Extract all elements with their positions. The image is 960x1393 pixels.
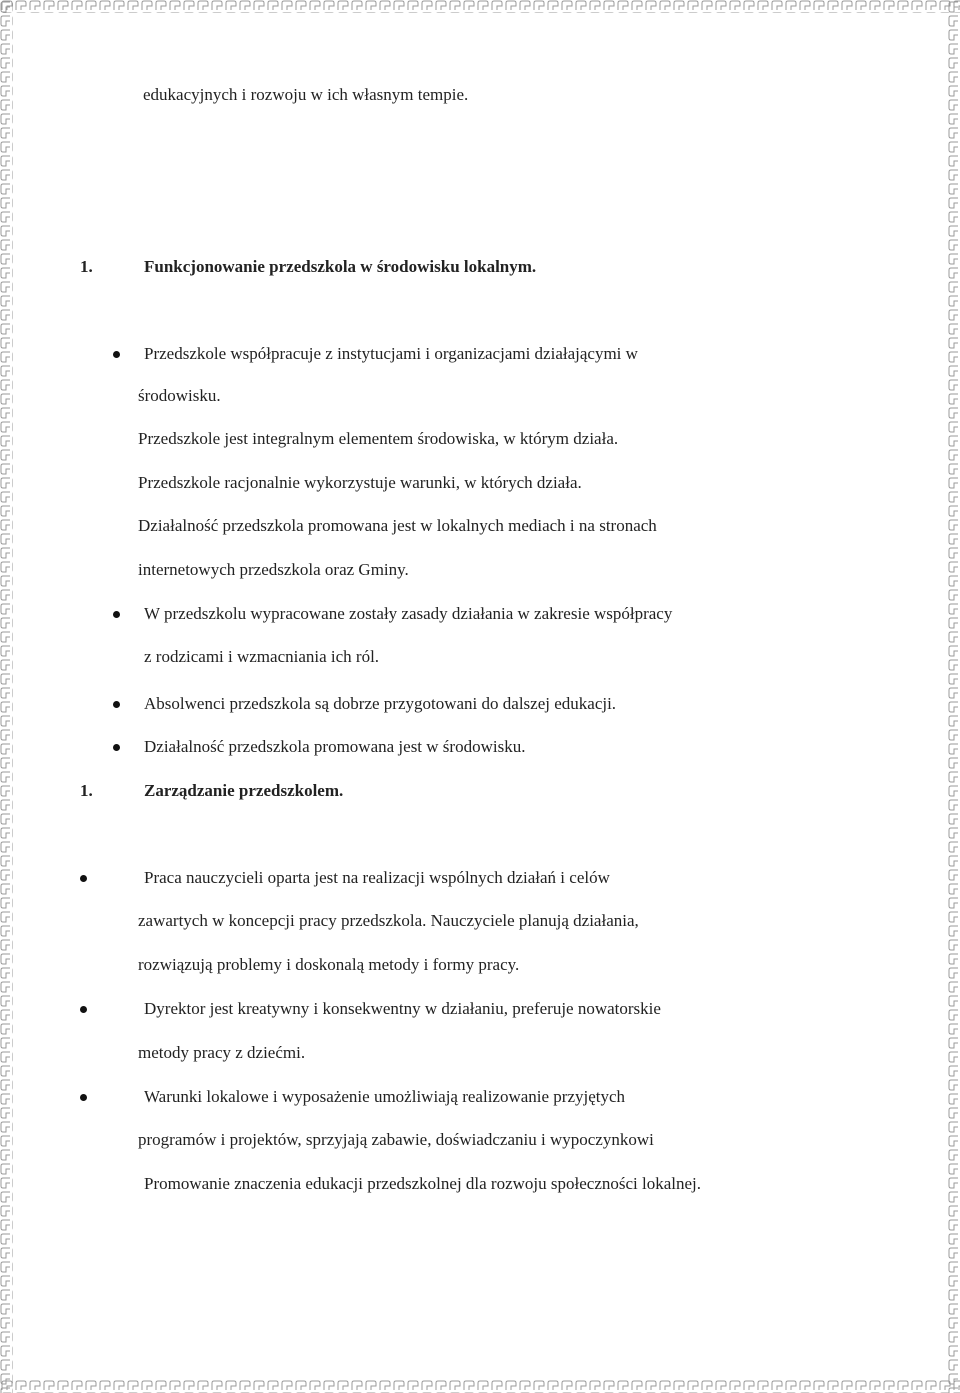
bullet-icon	[80, 1094, 87, 1101]
bullet-icon	[80, 1006, 87, 1013]
bullet-icon	[113, 744, 120, 751]
list-item: Warunki lokalowe i wyposażenie umożliwiają realizowanie przyjętych	[144, 1087, 626, 1106]
bullet-icon	[80, 875, 87, 882]
list-item: Działalność przedszkola promowana jest w środowisku.	[144, 737, 526, 756]
section-heading: Funkcjonowanie przedszkola w środowisku lokalnym.	[144, 257, 537, 276]
list-item: Przedszkole jest integralnym elementem środowiska, w którym działa.	[138, 429, 619, 448]
bullet-icon	[113, 701, 120, 708]
list-item: Promowanie znaczenia edukacji przedszkolnej dla rozwoju społeczności lokalnej.	[144, 1174, 702, 1193]
section-heading: Zarządzanie przedszkolem.	[144, 781, 344, 800]
list-item: Przedszkole racjonalnie wykorzystuje warunki, w których działa.	[138, 473, 582, 492]
list-item-continuation: internetowych przedszkola oraz Gminy.	[138, 560, 409, 579]
list-item: Przedszkole współpracuje z instytucjami i organizacjami działającymi w	[144, 344, 638, 363]
section-number: 1.	[80, 781, 93, 800]
bullet-icon	[113, 351, 120, 358]
list-item-continuation: środowisku.	[138, 386, 221, 405]
list-item: Dyrektor jest kreatywny i konsekwentny w działaniu, preferuje nowatorskie	[144, 999, 661, 1018]
list-item-continuation: z rodzicami i wzmacniania ich ról.	[144, 647, 380, 666]
section-number: 1.	[80, 257, 93, 276]
list-item-continuation: zawartych w koncepcji pracy przedszkola. Nauczyciele planują działania,	[138, 911, 639, 930]
list-item: Praca nauczycieli oparta jest na realizacji wspólnych działań i celów	[144, 868, 610, 887]
list-item: Absolwenci przedszkola są dobrze przygotowani do dalszej edukacji.	[144, 694, 617, 713]
intro-text: edukacyjnych i rozwoju w ich własnym tempie.	[143, 85, 469, 104]
list-item: Działalność przedszkola promowana jest w lokalnych mediach i na stronach	[138, 516, 657, 535]
bullet-icon	[113, 611, 120, 618]
list-item: W przedszkolu wypracowane zostały zasady działania w zakresie współpracy	[144, 604, 673, 623]
list-item-continuation: programów i projektów, sprzyjają zabawie, doświadczaniu i wypoczynkowi	[138, 1130, 654, 1149]
list-item-continuation: metody pracy z dziećmi.	[138, 1043, 306, 1062]
list-item-continuation: rozwiązują problemy i doskonalą metody i formy pracy.	[138, 955, 520, 974]
